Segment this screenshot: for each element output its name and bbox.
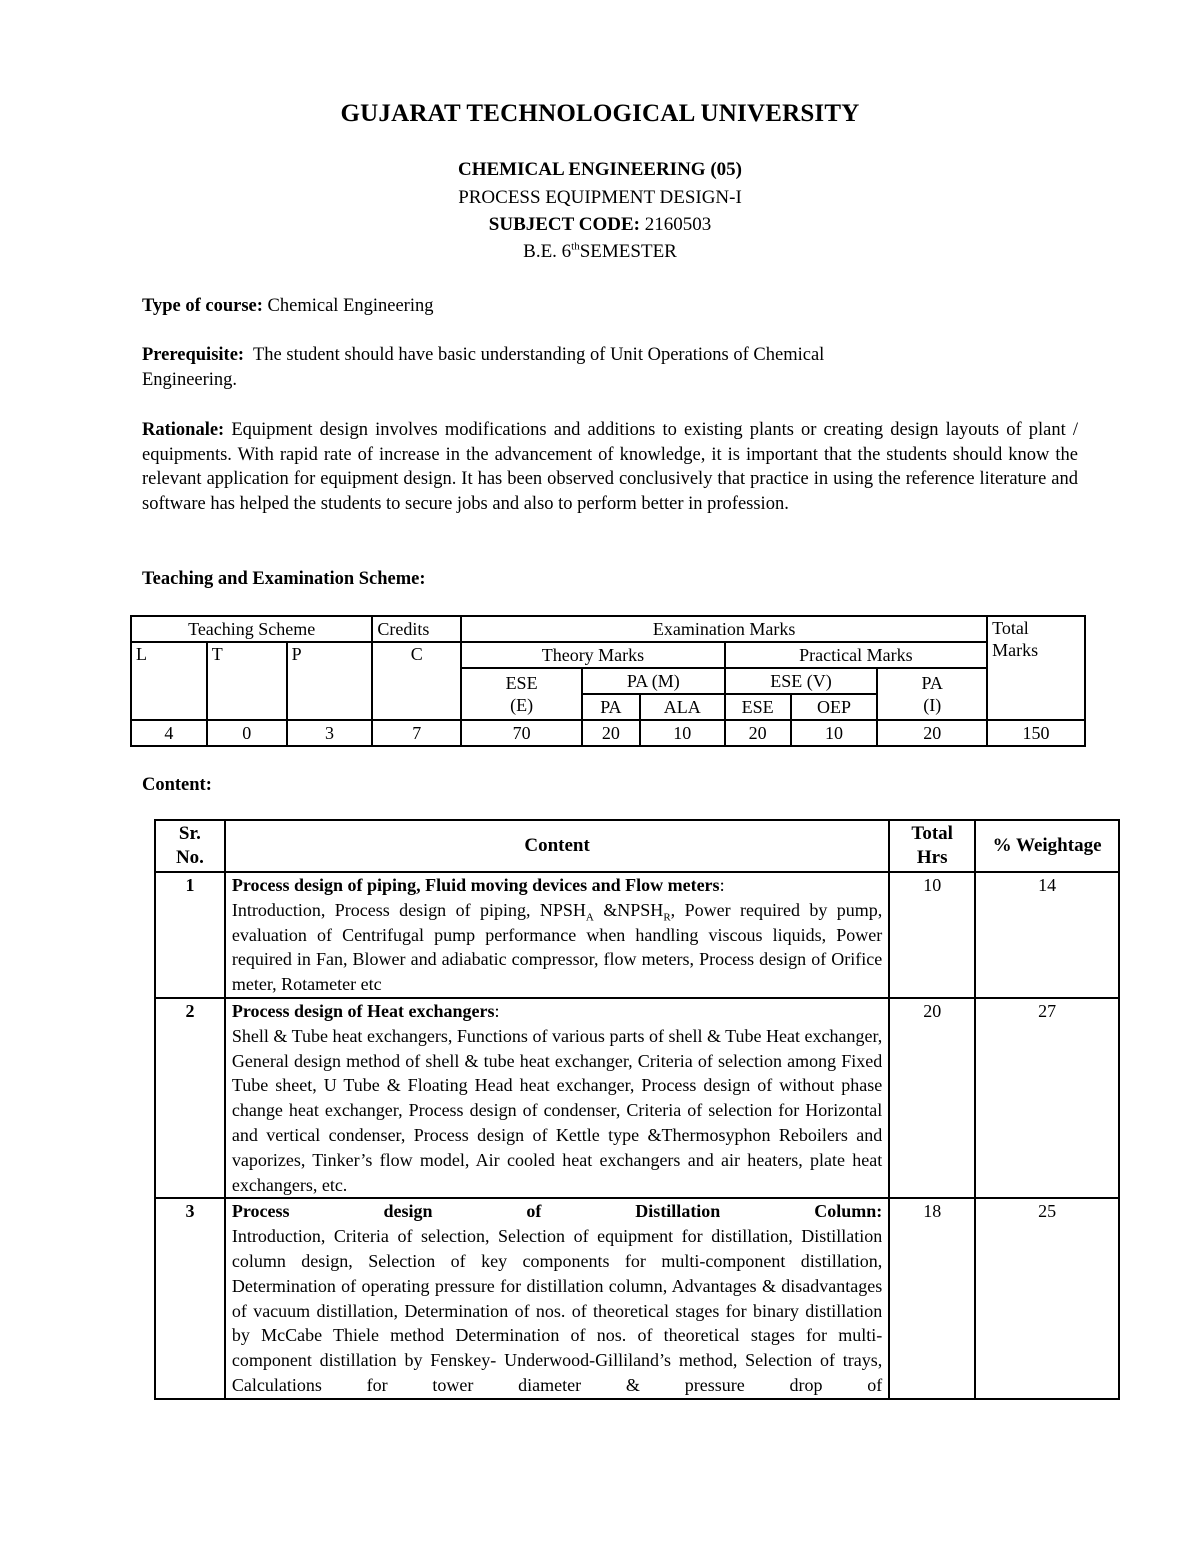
row-weightage: 14 <box>975 872 1119 998</box>
value-l: 4 <box>131 720 207 746</box>
ese-header: ESE <box>725 694 791 720</box>
value-ala: 10 <box>640 720 725 746</box>
table-row <box>155 1198 1119 1398</box>
weightage-header: % Weightage <box>975 820 1119 872</box>
semester <box>0 240 1200 264</box>
practical-header: P <box>287 642 373 720</box>
ese-v-header: ESE (V) <box>725 668 878 694</box>
subject-code-label: SUBJECT CODE: <box>488 214 640 235</box>
examination-marks-header: Examination Marks <box>461 616 987 642</box>
oep-header: OEP <box>791 694 878 720</box>
prerequisite-text-line2: Engineering. <box>142 369 238 390</box>
row-title-text: Process design of piping, Fluid moving devices and Flow meters <box>231 875 720 895</box>
course-type-value: Chemical Engineering <box>267 296 434 316</box>
row-hrs: 18 <box>889 1198 975 1398</box>
total-marks-header <box>987 616 1085 720</box>
row-sub-a: A <box>585 911 594 924</box>
semester-sup: th <box>571 240 580 253</box>
total-marks-line1: Total <box>992 618 1029 638</box>
row-hrs: 10 <box>889 872 975 998</box>
total-hrs-line1: Total <box>911 823 953 844</box>
branch-heading: CHEMICAL ENGINEERING (05) <box>458 159 742 180</box>
row-text-part-c: , Power required by pump, evaluation of Centrifugal pump performance when handling viscous liquids, Power required in Fan, Blower and adiabatic compressor, flow meters, Process design of Orifice meter, Rotameter etc <box>231 899 883 995</box>
pa-header: PA <box>582 694 640 720</box>
row-text-part-a: Introduction, Process design of piping, NPSH <box>231 899 586 920</box>
total-marks-line2: Marks <box>992 640 1039 660</box>
prerequisite-label: Prerequisite: <box>142 345 245 365</box>
ala-header: ALA <box>640 694 725 720</box>
row-sr: 3 <box>155 1198 225 1398</box>
table-row <box>155 872 1119 998</box>
ese-e-line2: (E) <box>510 695 534 715</box>
row-content <box>225 998 889 1198</box>
row-title: Process design of Heat exchangers <box>231 1000 495 1021</box>
value-pa: 20 <box>582 720 640 746</box>
value-total: 150 <box>987 720 1085 746</box>
value-pa-i: 20 <box>877 720 987 746</box>
row-title-colon: : <box>494 1000 500 1021</box>
content-header-row <box>155 820 1119 872</box>
value-c: 7 <box>372 720 461 746</box>
subject-code-value: 2160503 <box>644 214 712 235</box>
row-sr: 1 <box>155 872 225 998</box>
practical-marks-header: Practical Marks <box>725 642 987 668</box>
ese-e-header <box>461 668 582 720</box>
scheme-values-row <box>131 720 1085 746</box>
pa-i-header <box>877 668 987 720</box>
course-type-label: Type of course: <box>142 296 263 316</box>
total-hrs-line2: Hrs <box>916 847 948 868</box>
sr-no-line2: No. <box>175 847 204 868</box>
row-title-colon: : <box>719 875 725 895</box>
value-t: 0 <box>207 720 287 746</box>
subject-code <box>0 213 1200 237</box>
row-content <box>225 1198 889 1398</box>
row-sr: 2 <box>155 998 225 1198</box>
credits-header: Credits <box>372 616 461 642</box>
table-row <box>155 998 1119 1198</box>
tutorial-header: T <box>207 642 287 720</box>
teaching-scheme-table <box>130 615 1086 747</box>
pa-i-line2: (I) <box>923 695 942 715</box>
row-title <box>232 875 720 895</box>
prerequisite <box>142 343 1078 392</box>
row-text-part-b: &NPSH <box>593 899 664 920</box>
sr-no-line1: Sr. <box>178 823 201 844</box>
value-ese: 20 <box>725 720 791 746</box>
university-title: GUJARAT TECHNOLOGICAL UNIVERSITY <box>340 100 860 127</box>
row-text: Shell & Tube heat exchangers, Functions of various parts of shell & Tube Heat exchanger, General design method of shell & tube heat exchanger, Criteria of selection among Fixed Tube sheet, U Tube & Floating Head heat exchanger, Process design of without phase change heat exchanger, Process design of condenser, Criteria of selection for Horizontal and vertical condenser, Process design of Kettle type &Thermosyphon Reboilers and vaporizes, Tinker’s flow model, Air cooled heat exchangers and air heaters, plate heat exchangers, etc. <box>231 1025 883 1195</box>
ese-e-line1: ESE <box>505 673 538 693</box>
semester-prefix: B.E. 6 <box>523 241 572 262</box>
credit-header: C <box>372 642 461 720</box>
theory-marks-header: Theory Marks <box>461 642 724 668</box>
content-table <box>154 819 1120 1400</box>
content-header: Content <box>225 820 889 872</box>
row-content <box>225 872 889 998</box>
value-ese-e: 70 <box>461 720 582 746</box>
course-type <box>142 294 1078 319</box>
rationale-label: Rationale: <box>142 420 225 440</box>
row-weightage: 25 <box>975 1198 1119 1398</box>
prerequisite-text: The student should have basic understanding of Unit Operations of Chemical <box>253 345 825 365</box>
row-hrs: 20 <box>889 998 975 1198</box>
lecture-header: L <box>131 642 207 720</box>
teaching-scheme-header: Teaching Scheme <box>131 616 372 642</box>
sr-no-header <box>155 820 225 872</box>
row-sub-b: R <box>663 911 671 924</box>
row-title: Process design of Distillation Column: <box>231 1201 883 1222</box>
scheme-heading: Teaching and Examination Scheme: <box>142 569 426 589</box>
pa-m-header: PA (M) <box>582 668 725 694</box>
subject-name: PROCESS EQUIPMENT DESIGN-I <box>458 187 742 208</box>
pa-i-line1: PA <box>921 673 943 693</box>
value-oep: 10 <box>791 720 878 746</box>
content-heading: Content: <box>142 775 212 795</box>
semester-suffix: SEMESTER <box>579 241 677 262</box>
rationale <box>142 418 1078 516</box>
value-p: 3 <box>287 720 373 746</box>
row-weightage: 27 <box>975 998 1119 1198</box>
row-text: Introduction, Criteria of selection, Selection of equipment for distillation, Distillation column design, Selection of key components for multi-component distillation, Determination of operating pressure for distillation column, Advantages & disadvantages of vacuum distillation, Determination of nos. of theoretical stages for binary distillation by McCabe Thiele method Determination of nos. of theoretical stages for multi-component distillation by Fenskey- Underwood-Gilliland’s method, Selection of trays, Calculations for tower diameter & pressure drop of <box>231 1226 883 1395</box>
total-hrs-header <box>889 820 975 872</box>
rationale-text: Equipment design involves modifications and additions to existing plants or creating design layouts of plant / equipments. With rapid rate of increase in the advancement of knowledge, it is important that the students should know the relevant application for equipment design. It has been observed conclusively that practice in using the reference literature and software has helped the students to secure jobs and also to perform better in profession. <box>142 420 1079 514</box>
